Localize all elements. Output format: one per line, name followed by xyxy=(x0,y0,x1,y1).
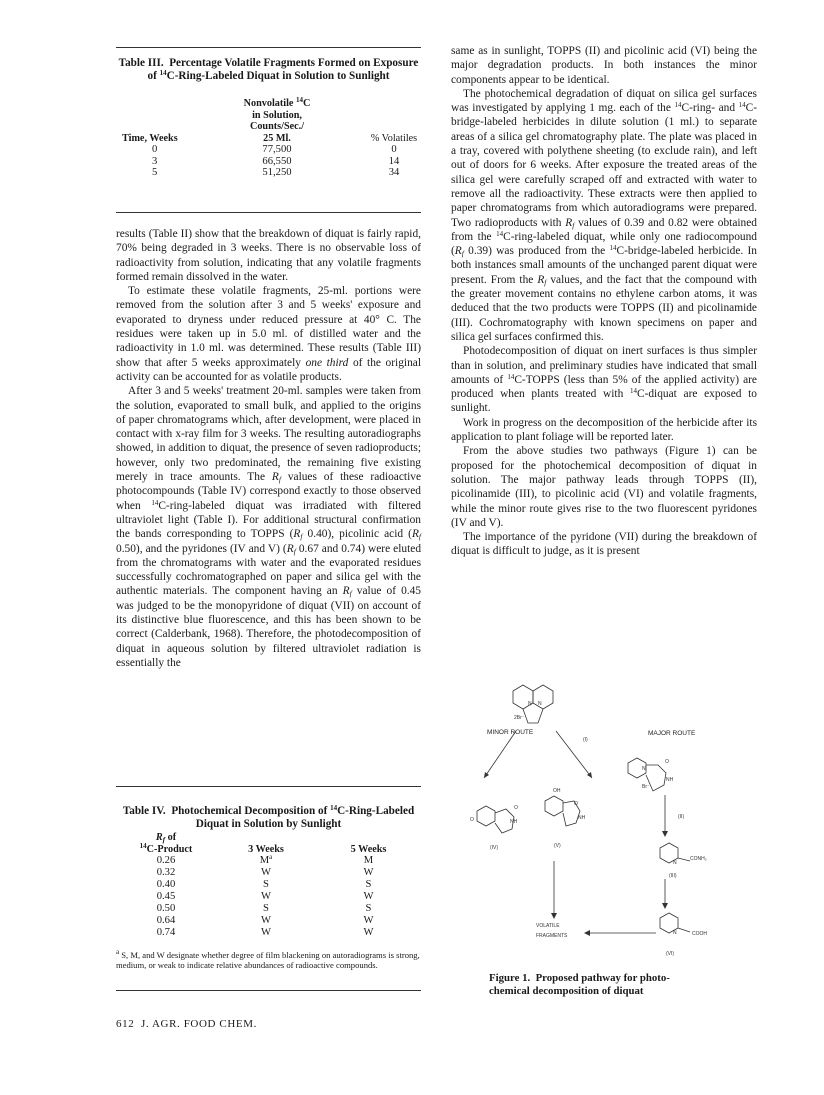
atom-oh-V: OH xyxy=(553,788,561,794)
table4-cell: W xyxy=(261,891,271,902)
table4-row xyxy=(116,867,421,879)
atom-n-III: N xyxy=(673,860,677,866)
page-number: 612 xyxy=(116,1018,135,1030)
atom-n-1: N xyxy=(528,701,532,707)
table3-title: Table III. Percentage Volatile Fragments Formed on Exposure of $^{14}$C-Ring-Labeled Diquat in Solution to Sunlight xyxy=(118,57,419,82)
volatile-fragments-label-1: VOLATILE xyxy=(536,923,560,929)
table4-col-5weeks: 5 Weeks xyxy=(350,843,387,855)
table4-row xyxy=(116,903,421,915)
atom-cooh: COOH xyxy=(692,931,707,937)
table4-cell: W xyxy=(363,915,374,926)
major-route-label: MAJOR ROUTE xyxy=(648,730,696,737)
table4-cell: 0.74 xyxy=(156,927,176,938)
table4-cell: 0.45 xyxy=(156,891,176,902)
table4-row xyxy=(116,855,421,867)
right-paragraph-3: Photodecomposition of diquat on inert surfaces is thus simpler than in solution, and preliminary studies have indicated that small amounts of $^{14}$C-TOPPS (less than 5% of the applied activity) are produced when plants treated with $^{14}$C-diquat are exposed to sunlight. xyxy=(451,345,757,415)
right-paragraph-5: From the above studies two pathways (Figure 1) can be proposed for the photochemical decomposition of diquat in solution. The major pathway leads through TOPPS (II), picolinamide (III), to picolinic acid (VI) and volatile fragments, while the minor route gives rise to the two fluorescent pyridones (IV and V). xyxy=(451,445,757,529)
table4-cell: 0.40 xyxy=(156,879,176,890)
atom-br-II: Br⁻ xyxy=(642,784,650,790)
label-VI: (VI) xyxy=(666,951,675,957)
right-paragraph-1: same as in sunlight, TOPPS (II) and picolinic acid (VI) being the major degradation products. In both instances the minor components appear to be identical. xyxy=(451,45,757,86)
left-paragraph-3: After 3 and 5 weeks' treatment 20-ml. samples were taken from the solution, evaporated to small bulk, and applied to the origins of paper chromatograms which, after development, were placed in contact with x-ray film for 3 weeks. The resulting autoradiographs showed, in addition to diquat, the presence of seven radioproducts; however, only two predominated, the remaining five existing merely in trace amounts. The $R_f$ values of these radioactive photocompounds (Table IV) correspond exactly to those observed when $^{14}$C-ring-labeled diquat was irradiated with filtered ultraviolet light (Table I). For additional structural confirmation the bands corresponding to TOPPS ($R_f$ 0.40), picolinic acid ($R_f$ 0.50), and the pyridones (IV and V) ($R_f$ 0.67 and 0.74) were eluted from the chromatograms with water and the evaporated residues successfully cochromatographed on paper and silica gel with the authentic materials. The component having an $R_f$ value of 0.45 was judged to be the monopyridone of diquat (VII) on account of its distinctive blue fluorescence, and this has been shown to be correct (Calderbank, 1968). Therefore, the photodecomposition of diquat in aqueous solution by filtered ultraviolet radiation is essentially the xyxy=(116,385,422,669)
table4-col-rf: $R_f$ of $^{14}$C-Product xyxy=(139,832,193,855)
table3-cell: 0 xyxy=(152,144,158,155)
table3-row xyxy=(116,144,421,156)
table3-cell: 0 xyxy=(391,144,397,155)
table3-cell: 5 xyxy=(152,167,158,179)
page-footer xyxy=(116,1018,257,1030)
table4-cell: 0.26 xyxy=(156,855,176,866)
table3 xyxy=(116,98,421,179)
table4-cell: 0.50 xyxy=(156,903,176,914)
label-III: (III) xyxy=(669,873,677,879)
figure-1-caption: Figure 1. Proposed pathway for photo- chemical decomposition of diquat xyxy=(489,972,670,997)
table4-footnote: $^a$ S, M, and W designate whether degree of film blackening on autoradiograms is strong, medium, or weak to indicate relative abundances of radioactive compounds. xyxy=(116,948,420,970)
table4-top-rule xyxy=(116,786,421,787)
table3-col-volatiles: % Volatiles xyxy=(370,132,418,144)
atom-n-VI: N xyxy=(673,930,677,936)
footnote-mark: a xyxy=(269,853,273,861)
table3-cell: 77,500 xyxy=(262,144,292,155)
figure-1-pathway-diagram xyxy=(470,683,760,973)
journal-name: J. AGR. FOOD CHEM. xyxy=(141,1018,257,1030)
atom-o-IV: O xyxy=(470,817,474,823)
atom-n-II: N xyxy=(642,766,646,772)
table4-row xyxy=(116,915,421,927)
volatile-fragments-label-2: FRAGMENTS xyxy=(536,933,568,939)
table3-col-nonvolatile: Nonvolatile $^{14}$C in Solution, Counts/Sec./ 25 Ml. xyxy=(243,96,311,144)
left-paragraph-2: To estimate these volatile fragments, 25-ml. portions were removed from the solution after 3 and 5 weeks' exposure and evaporated to dryness under reduced pressure at 40° C. The residues were taken up in 5.0 ml. of distilled water and the radioactivity in 1.0 ml. was determined. These results (Table III) show that after 5 weeks approximately one third of the original activity can be accounted for as volatile products. xyxy=(116,285,421,383)
table3-cell: 3 xyxy=(152,155,158,167)
atom-nh-V: NH xyxy=(578,815,586,821)
table3-body xyxy=(116,144,421,179)
table4-cell: W xyxy=(363,891,374,902)
right-paragraph-6: The importance of the pyridone (VII) during the breakdown of diquat is difficult to judge, as it is present xyxy=(451,531,757,558)
atom-2br: 2Br⁻ xyxy=(514,715,525,721)
minor-route-label: MINOR ROUTE xyxy=(487,729,534,736)
table4-cell: W xyxy=(261,915,271,926)
table3-bottom-rule xyxy=(116,212,421,213)
table3-cell: 66,550 xyxy=(262,155,292,167)
table4-cell: W xyxy=(363,867,374,878)
atom-conh2: CONH₂ xyxy=(690,856,707,862)
table4-row xyxy=(116,927,421,939)
atom-o-V: O xyxy=(574,801,578,807)
table3-row xyxy=(116,167,421,179)
right-paragraph-2: The photochemical degradation of diquat on silica gel surfaces was investigated by applying 1 mg. each of the $^{14}$C-ring- and $^{14}$C-bridge-labeled herbicides in dilute solution (1 ml.) to separate areas of a silica gel chromatography plate. The plate was placed in a tray, covered with polythene sheeting (to exclude rain), and left out of doors for 6 weeks. After exposure the treated areas of the silica gel were carefully scraped off and extracted with water to remove all the radioactivity. These extracts were then applied to paper chromatograms from which autoradiograms were prepared. Two radioproducts with $R_f$ values of 0.39 and 0.82 were obtained from the $^{14}$C-ring-labeled diquat, while only one radiocompound ($R_f$ 0.39) was produced from the $^{14}$C-bridge-labeled herbicide. In both instances small amounts of the unchanged parent diquat were present. From the $R_f$ values, and the fact that the compound with the greater movement contains no ethylene carbon atoms, it was deduced that the two products were TOPPS (II) and picolinamide (III). Cochromatography with known specimens on paper and silica gel surfaces confirmed this. xyxy=(451,87,758,343)
atom-nh-IV: NH xyxy=(510,819,518,825)
table4-row xyxy=(116,891,421,903)
table4-cell: S xyxy=(365,879,372,890)
table3-cell: 14 xyxy=(388,155,400,167)
label-I: (I) xyxy=(583,737,588,743)
table4-cell: S xyxy=(365,903,372,914)
table3-top-rule xyxy=(116,47,421,48)
table4-col-3weeks: 3 Weeks xyxy=(248,843,284,855)
table4-cell: W xyxy=(261,927,271,938)
atom-o2-IV: O xyxy=(514,805,518,811)
atom-nh-II: NH xyxy=(666,777,674,783)
minor-route-arrow xyxy=(484,731,516,778)
table4-cell: S xyxy=(263,879,269,890)
label-II: (II) xyxy=(678,814,685,820)
atom-o-II: O xyxy=(665,759,669,765)
table4-cell: S xyxy=(263,903,269,914)
atom-n-2: N xyxy=(538,701,542,707)
table3-row xyxy=(116,156,421,168)
table4-bottom-rule xyxy=(116,990,421,991)
label-V: (V) xyxy=(554,843,561,849)
left-paragraph-1: results (Table II) show that the breakdown of diquat is fairly rapid, 70% being degraded in 3 weeks. There is no observable loss of radioactivity from solution, indicating that any volatile fragments formed remain dissolved in the water. xyxy=(116,228,421,283)
table4-title: Table IV. Photochemical Decomposition of $^{14}$C-Ring-Labeled Diquat in Solution by Sunlight xyxy=(122,804,415,830)
table4 xyxy=(116,832,421,939)
table4-cell: M xyxy=(363,855,374,866)
label-IV: (IV) xyxy=(490,845,499,851)
table3-cell: 51,250 xyxy=(262,167,292,179)
left-text xyxy=(116,227,421,670)
pyridone-structure-IV xyxy=(477,806,514,833)
table4-cell: 0.32 xyxy=(156,867,176,878)
table3-cell: 34 xyxy=(388,167,400,179)
table4-body xyxy=(116,855,421,939)
right-paragraph-4: Work in progress on the decomposition of the herbicide after its application to plant foliage will be reported later. xyxy=(451,416,757,444)
table4-cell: $M^a$ xyxy=(259,853,273,866)
table4-cell: 0.64 xyxy=(156,915,176,926)
table3-col-time: Time, Weeks xyxy=(122,132,178,144)
table4-cell: W xyxy=(261,867,271,878)
table4-cell: W xyxy=(363,927,374,938)
right-text xyxy=(451,44,757,559)
table4-row xyxy=(116,879,421,891)
